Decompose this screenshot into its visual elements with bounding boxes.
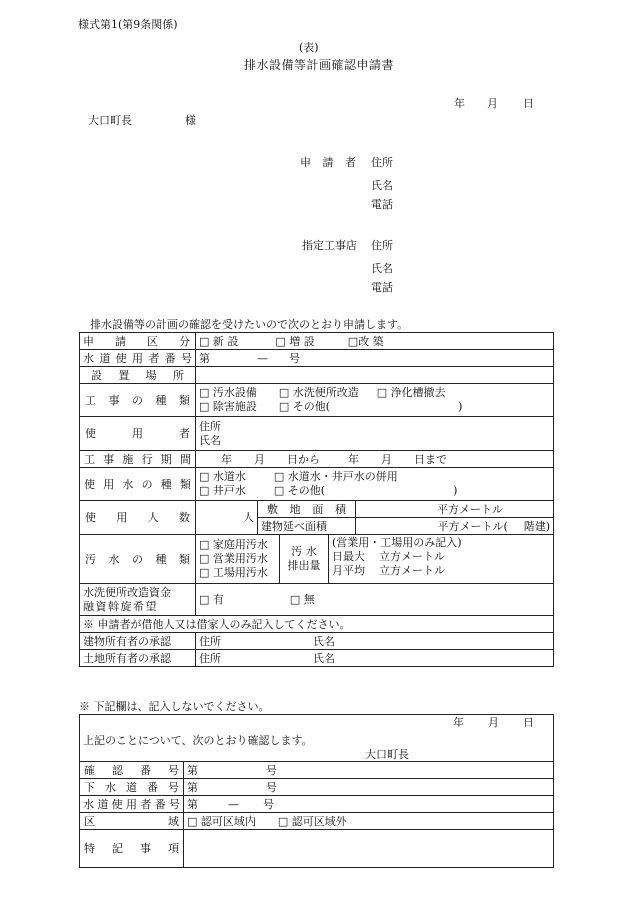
building-owner-name: 氏名 — [313, 634, 335, 648]
sewer-no-prefix: 第 — [187, 780, 198, 794]
location-label: 設 置 場 所 — [80, 367, 196, 384]
lower-water-user-no-label: 水 道 使 用 者 番 号 — [80, 796, 184, 813]
land-owner-address: 住所 — [199, 651, 221, 665]
remarks-field[interactable] — [184, 830, 554, 868]
user-address-label: 住所 — [199, 419, 221, 433]
work-type-label: 工 事 の 種 類 — [80, 384, 196, 417]
contractor-phone-label: 電話 — [371, 281, 393, 294]
honorific: 様 — [185, 114, 196, 127]
date-day: 日 — [523, 97, 534, 110]
confirm-year: 年 — [453, 716, 464, 729]
building-owner-label: 建物所有者の承認 — [80, 633, 196, 650]
water-type-options[interactable] — [196, 468, 554, 501]
addressee: 大口町長 — [88, 114, 132, 127]
applicant-address-label: 住所 — [371, 156, 393, 169]
sewer-no-field[interactable] — [184, 779, 554, 796]
remarks-label: 特 記 事 項 — [80, 830, 184, 868]
land-owner-label: 土地所有者の承認 — [80, 650, 196, 667]
loan-label-1: 水洗便所改造資金 — [83, 585, 171, 599]
floor-area-label: 建物延べ面積 — [258, 518, 356, 535]
water-user-no-prefix: 第 — [199, 351, 210, 365]
application-table — [79, 332, 554, 667]
water-other-close: ) — [453, 484, 458, 497]
period-month2: 月 — [381, 452, 392, 466]
sewage-type-label: 汚 水 の 種 類 — [80, 535, 196, 584]
period-label: 工 事 施 行 期 間 — [80, 451, 196, 468]
confirm-no-label: 確 認 番 号 — [80, 762, 184, 779]
business-sewage-checkbox[interactable]: □ 営業用汚水 — [199, 552, 268, 565]
confirm-mayor: 大口町長 — [365, 748, 409, 761]
lower-water-user-no-prefix: 第 — [187, 797, 198, 811]
contractor-address-label: 住所 — [371, 239, 393, 252]
area-label — [80, 813, 184, 830]
work-other-close: ) — [458, 400, 463, 413]
loan-no-checkbox[interactable]: □ 無 — [289, 593, 315, 606]
area-label-2: 域 — [168, 814, 179, 828]
page-title: 排水設備等計画確認申請書 — [244, 58, 395, 72]
work-type-options[interactable] — [196, 384, 554, 417]
office-use-table — [79, 714, 554, 868]
lower-water-user-no-suffix: 号 — [263, 797, 274, 811]
floors-unit: 階建) — [523, 519, 551, 533]
confirm-no-field[interactable] — [184, 762, 554, 779]
sewage-type-options[interactable] — [196, 535, 280, 584]
period-until: 日まで — [414, 452, 447, 466]
contractor-name-label: 氏名 — [371, 262, 393, 275]
water-user-no-label: 水 道 使 用 者 番 号 — [80, 350, 196, 367]
persons-unit: 人 — [243, 511, 254, 524]
water-user-no-field[interactable] — [196, 350, 554, 367]
loan-label-2: 融資斡旋希望 — [83, 599, 158, 613]
user-label: 使 用 者 — [80, 417, 196, 451]
confirm-no-suffix: 号 — [266, 763, 277, 777]
front-mark: (表) — [299, 41, 319, 54]
lower-water-user-no-dash: — — [228, 797, 239, 811]
site-area-label: 敷 地 面 積 — [258, 501, 356, 518]
within-area-checkbox[interactable]: □ 認可区域内 — [187, 814, 256, 828]
period-year2: 年 — [348, 452, 359, 466]
factory-sewage-checkbox[interactable]: □ 工場用汚水 — [199, 566, 268, 579]
date-month: 月 — [487, 97, 498, 110]
period-month1: 月 — [254, 452, 265, 466]
building-owner-address: 住所 — [199, 634, 221, 648]
lower-water-user-no-field[interactable] — [184, 796, 554, 813]
site-area-field[interactable] — [356, 501, 554, 518]
water-type-label: 使 用 水 の 種 類 — [80, 468, 196, 501]
discharge-cell — [280, 535, 554, 584]
persons-field[interactable] — [196, 501, 258, 535]
expand-checkbox[interactable]: □ 増 設 — [275, 334, 315, 348]
application-type-label: 申 請 区 分 — [80, 333, 196, 350]
persons-label: 使 用 人 数 — [80, 501, 196, 535]
applicant-label: 申 請 者 — [300, 156, 360, 169]
combined-water-checkbox[interactable]: □ 水道水・井戸水の併用 — [273, 470, 398, 483]
sewer-no-suffix: 号 — [266, 780, 277, 794]
application-type-options[interactable] — [196, 333, 554, 350]
water-user-no-dash: — — [257, 351, 268, 365]
user-name-label: 氏名 — [199, 433, 221, 447]
land-owner-field[interactable] — [196, 650, 554, 667]
confirm-day: 日 — [523, 716, 534, 729]
discharge-note: (営業用・工場用のみ記入) — [332, 536, 462, 549]
floor-area-unit: 平方メートル( — [437, 519, 508, 533]
area-label-1: 区 — [84, 814, 95, 828]
well-water-checkbox[interactable]: □ 井戸水 — [199, 484, 246, 497]
loan-options[interactable] — [196, 584, 554, 616]
work-other-checkbox[interactable]: □ その他( — [278, 400, 331, 413]
period-field[interactable] — [196, 451, 554, 468]
pollutant-removal-checkbox[interactable]: □ 除害施設 — [199, 400, 257, 413]
land-owner-name: 氏名 — [313, 651, 335, 665]
confirm-no-prefix: 第 — [187, 763, 198, 777]
discharge-label-1: 汚 水 — [291, 545, 317, 558]
loan-label — [80, 584, 196, 616]
sewer-no-label: 下 水 道 番 号 — [80, 779, 184, 796]
applicant-name-label: 氏名 — [371, 179, 393, 192]
household-sewage-checkbox[interactable]: □ 家庭用汚水 — [199, 538, 268, 551]
period-from: 日から — [287, 452, 320, 466]
outside-area-checkbox[interactable]: □ 認可区域外 — [277, 814, 347, 828]
water-other-checkbox[interactable]: □ その他( — [273, 484, 326, 497]
intro-text: 排水設備等の計画の確認を受けたいので次のとおり申請します。 — [90, 318, 409, 331]
daily-max-label: 日最大 — [332, 550, 365, 563]
floor-area-field[interactable] — [356, 518, 554, 535]
confirm-month: 月 — [488, 716, 499, 729]
toilet-renovation-checkbox[interactable]: □ 水洗便所改造 — [278, 386, 359, 399]
confirm-text: 上記のことについて、次のとおり確認します。 — [83, 734, 313, 747]
applicant-phone-label: 電話 — [371, 198, 393, 211]
tap-water-checkbox[interactable]: □ 水道水 — [199, 470, 246, 483]
lower-note: ※ 下記欄は、記入しないでください。 — [79, 700, 270, 713]
septic-removal-checkbox[interactable]: □ 浄化槽撤去 — [376, 386, 446, 399]
area-options[interactable] — [184, 813, 554, 830]
monthly-avg-unit: 立方メートル — [379, 564, 445, 577]
location-field[interactable] — [196, 367, 554, 384]
form-number: 様式第1(第9条関係) — [78, 18, 178, 31]
confirmation-block — [80, 715, 554, 762]
monthly-avg-label: 月平均 — [332, 564, 365, 577]
water-user-no-suffix: 号 — [289, 351, 300, 365]
discharge-label-2: 排出量 — [287, 559, 321, 572]
new-checkbox[interactable]: □ 新 設 — [199, 334, 239, 348]
building-owner-field[interactable] — [196, 633, 554, 650]
period-year1: 年 — [221, 452, 232, 466]
user-field[interactable] — [196, 417, 554, 451]
daily-max-unit: 立方メートル — [379, 550, 445, 563]
discharge-label — [280, 535, 329, 583]
rebuild-checkbox[interactable]: □改 築 — [347, 334, 384, 348]
sewage-equipment-checkbox[interactable]: □ 汚水設備 — [199, 386, 257, 399]
contractor-label: 指定工事店 — [302, 239, 357, 252]
date-year: 年 — [454, 97, 465, 110]
loan-yes-checkbox[interactable]: □ 有 — [199, 593, 224, 606]
site-area-unit: 平方メートル — [437, 502, 504, 516]
discharge-field[interactable] — [329, 535, 465, 583]
tenant-note: ※ 申請者が借他人又は借家人のみ記入してください。 — [80, 616, 554, 633]
